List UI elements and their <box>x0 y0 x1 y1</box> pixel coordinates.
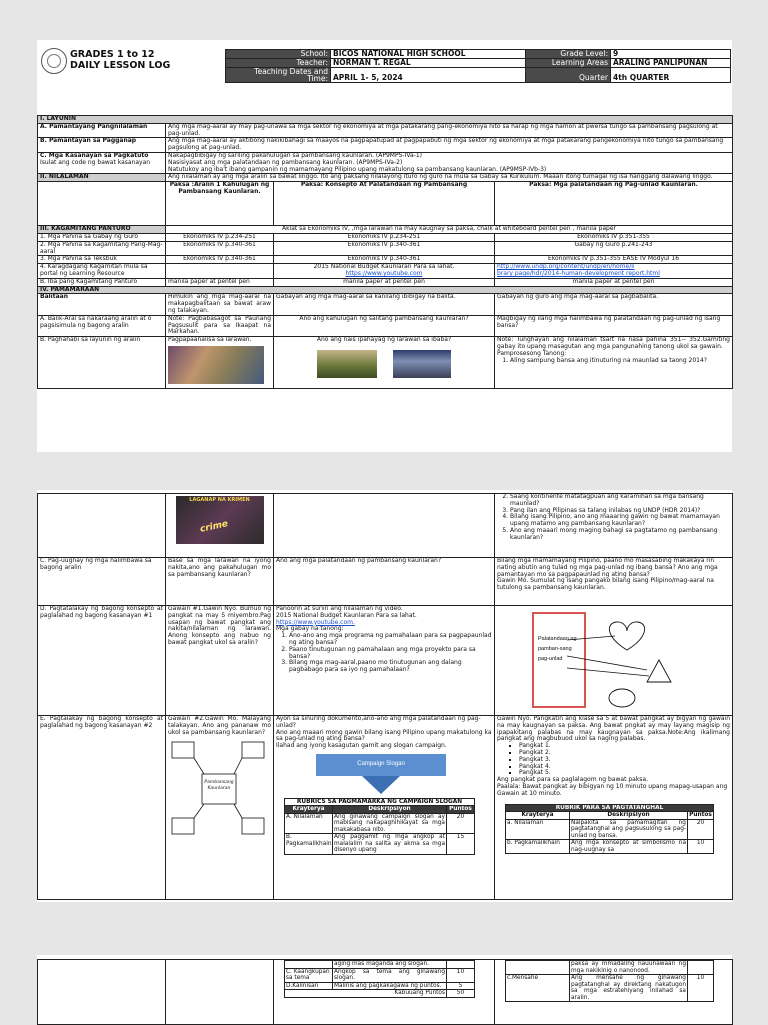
crime-top-text: LAGANAP NA KRIMEN <box>189 497 250 503</box>
tanong-1: 1. Aling sampung bansa ang itinuturing na maunlad sa taong 2014? <box>510 358 730 365</box>
rubric-pag-r3-d: Ang mensahe ng ginawang pagtatanghal ay direktang nakatugon sa mga estratehiyang inilahad sa aralin. <box>571 975 686 1001</box>
dates-label-2: Time: <box>307 74 328 83</box>
lesson-table-1 <box>37 115 733 389</box>
balitaan-1: Himukin ang mga mag-aaral na makapagbalitaan sa bawat araw ng talakayan. <box>166 294 274 315</box>
rubric-slogan-r3-d: Angkop sa tema ang ginawang slogan. <box>334 968 445 981</box>
header <box>37 45 732 85</box>
teksbuk-2: Ekonomiks IV p.340-361 <box>274 256 495 264</box>
tanong-2: 2. Saang kontinente matatagpuan ang karamihan sa mga bansang maunlad? <box>510 494 730 508</box>
map-line-2 <box>234 758 242 774</box>
city-image <box>393 350 451 378</box>
gawin-mo-text: Gawin Mo. Sumulat ng isang pangako bilang isang Pilipino/mag-aaral na tutulong sa pambansang kaunlaran. <box>497 577 714 592</box>
kasanayan-line-1: Nakapagbibigay ng sariling pakahulugan sa pambansang kaunlaran. (AP9MPS-IVa-1) <box>168 152 422 159</box>
crime-text: crime <box>198 519 229 535</box>
paksa-empty <box>38 182 166 226</box>
pagtalakay-q3: Ilahad ang iyong kasagutan gamit ang slogan campaign. <box>276 742 447 750</box>
rubric-slogan-h-desk: Deskripsiyon <box>333 806 447 814</box>
rubric-pag-r1-p: 20 <box>688 819 714 840</box>
paghahabi-1 <box>166 337 274 389</box>
header-info-table <box>225 49 731 83</box>
gawain-1: Gawain #1.Gawin Nyo. Bumuo ng pangkat na may 5 miyembro.Pag usapan ng bawat pangkat ang nakita/nilalaman ng larawan. Anong konsepto ang nabuo ng bawat pangkat ukol sa aralin? <box>166 606 274 716</box>
rubric-slogan-r1-d: Ang ginawang campaign slogan ay mabisang nakapaghihikayat sa mga makakabasa nito. <box>334 813 445 833</box>
rubric-slogan-r2-p-cont <box>447 961 475 969</box>
gabay-guro-1: Ekonomiks IV p.234-251 <box>166 233 274 241</box>
rubric-slogan-r4-d: Malinis ang pagkakagawa ng puntos. <box>333 982 447 990</box>
tanong-4: 4. Bilang isang Pilipino, ano ang maaaring gawin ng bawat mamamayan upang matamo ang pambansang kaunlaran? <box>510 514 730 528</box>
row-label-balitaan: Balitaan <box>38 294 166 315</box>
lesson-table-3 <box>37 959 733 1025</box>
iba-pang-2: manila paper at pentel pen <box>274 278 495 286</box>
row-label-karagdagang-kagamitan: 4. Karagdagang Kagamitan mula sa portal ng Learning Resource <box>38 264 166 279</box>
rubric-pag-h-desk: Deskripsiyon <box>570 812 688 820</box>
mag-aaral-1: Ekonomiks IV p.340-361 <box>166 241 274 256</box>
paalala-text: Paalala: Bawat pangkat ay bibigyan ng 10 minuto upang mapag-usapan ang Gawain at 10 minuto. <box>497 782 728 797</box>
gabay-guro-2: Ekonomiks IV p.234-251 <box>274 233 495 241</box>
rubric-slogan-cont <box>284 960 475 998</box>
rubric-slogan-table <box>284 798 475 855</box>
rubric-slogan-r1-k: A. Nilalaman <box>285 813 333 834</box>
gabay-tanong-3: 3. Bilang mga mag-aaral,paano mo tinutugunan ang dalang pagbabago para sa iyo ng pamahalaan? <box>289 660 492 674</box>
slogan-arrow-icon <box>362 776 400 794</box>
rubric-slogan-h-krit: Krayterya <box>285 806 333 814</box>
karagdagang-2 <box>274 264 495 279</box>
dates-label <box>226 68 331 83</box>
gabay-tanong: Mga gabay na tanong: <box>276 625 344 633</box>
rubric-pag-r2-p: 10 <box>688 840 714 854</box>
teksbuk-1: Ekonomiks IV p.340-361 <box>166 256 274 264</box>
pamantayan-sa-pagganap-text: Ang mga mag-aaral ay aktibong nakikibahagi sa maayos na pagpapatupad at pagpapabuti ng mga sektor ng ekonomiya at mga patakarang pangekonomiya nito tungo sa pambansang pagsulong at pag-unlad. <box>166 138 733 153</box>
balik-aral-3: Magbigay ng ilang mga halimbawa ng palatandaan ng pag-unlad ng isang bansa? <box>495 315 733 336</box>
grade-label: Grade Level: <box>526 50 611 59</box>
section-layunin: I. LAYUNIN <box>38 116 733 124</box>
note-text: Note: Tunghayan ang nilalaman tsart na nasa pahina 351-- 352.Gamiting gabay ito upang masagutan ang mga pangunahing tanong ukol sa gawain. <box>497 336 730 350</box>
rubric-slogan-r2-k-cont <box>285 961 333 969</box>
balik-aral-2: Ano ang kahulugan ng salitang pambansang kaunlaran? <box>274 315 495 336</box>
kasanayan-label: C. Mga Kasanayan sa Pagkatuto <box>40 152 149 159</box>
teksbuk-3: Ekonomiks IV p.351-355 EASE IV Modyul 16 <box>495 256 733 264</box>
rubric-slogan-title: RUBRICS SA PAGMAMARKA NG CAMPAIGN SLOGAN <box>285 798 475 806</box>
rubric-pag-r2-d: Ang mga konsepto at simbolismo na nag-uugnay sa <box>571 840 686 853</box>
page-3 <box>37 955 732 1024</box>
quarter-label: Quarter <box>526 68 611 83</box>
header-title <box>70 49 170 71</box>
map-line-4 <box>234 804 242 818</box>
p3-col4 <box>495 960 733 1025</box>
row-label-pagtalakay-2: E. Pagtalakay ng bagong konsepto at paglalahad ng bagong kasanayan #2 <box>38 716 166 900</box>
map-box-bl <box>172 818 194 834</box>
school-value: BICOS NATIONAL HIGH SCHOOL <box>331 50 526 59</box>
paksa-3: Paksa: Mga palatandaan ng Pag-unlad Kaunlaran. <box>495 182 733 226</box>
pangkat-2: ▪ Pangkat 2. <box>519 750 730 757</box>
gabay-guro-3: Ekonomiks IV p.351-355 <box>495 233 733 241</box>
karagdagang-3 <box>495 264 733 279</box>
p3-label <box>38 960 166 1025</box>
collage-image <box>168 346 264 384</box>
rubric-slogan-total-label: Kabuuang Puntos <box>285 990 447 998</box>
pagtalakay-2-gawain <box>495 716 733 900</box>
rubric-slogan-r2-d-cont: aging mas maganda ang slogan. <box>333 961 447 969</box>
rubric-slogan-r2-d: Ang paggamit ng mga angkop at malalalim na salita ay akma sa mga disenyo upang <box>334 834 445 854</box>
area-label: Learning Areas <box>526 59 611 68</box>
rubric-slogan-r3-k: C. Kaangkupan sa tema <box>285 968 333 982</box>
tanong-5: 5. Ano ang maaari mong maging bahagi sa pagtatamo ng pambansang kaunlaran? <box>510 528 730 542</box>
budget-title-2: 2015 National Budget Kaunlaran Para sa lahat. <box>276 611 417 619</box>
p3-col2 <box>166 960 274 1025</box>
pangkat-3: ▪ Pangkat 3. <box>519 757 730 764</box>
pagtalakay-q2: Ano ang maaari mong gawin bilang isang Pilipino upang makatulong ka sa pag-unlad ng ating bansa? <box>276 728 492 743</box>
pamprosesong-tanong: Pamprosesong Tanong: <box>497 349 567 357</box>
page-2 <box>37 490 732 902</box>
arrow-line <box>567 668 649 676</box>
rubric-slogan-r4-k: D.Kalinisan <box>285 982 333 990</box>
undp-link-2[interactable]: brary page/hdr/2014-human-development report.html <box>497 269 660 277</box>
quarter-value: 4th QUARTER <box>611 68 731 83</box>
paghahabi-3 <box>495 337 733 389</box>
row-label-pagtatalakay-1: D. Pagtatalakay ng bagong konsepto at paglalahad ng bagong kasanayan #1 <box>38 606 166 716</box>
deped-seal-icon <box>41 48 67 74</box>
rubric-pag-h-pts: Puntos <box>689 812 712 819</box>
kasanayan-sub: Isulat ang code ng bawat kasanayan <box>40 158 151 166</box>
page-1 <box>37 40 732 452</box>
rubric-pagtatanghal-table <box>505 804 714 855</box>
balitaan-2: Gabayan ang mga mag-aaral sa kanilang ibibigay na balita. <box>274 294 495 315</box>
lesson-table-2 <box>37 493 733 900</box>
row-label-pag-uugnay: C. Pag-uugnay ng mga halimbawa sa bagong aralin <box>38 558 166 606</box>
map-box-tl <box>172 742 194 758</box>
kasanayan-line-2: Nasisiyasat ang mga palatandaan ng pambansang kaunlaran. (AP9MPS-IVa-2) <box>168 158 403 166</box>
youtube-link[interactable]: https://www.youtube.com <box>345 269 423 277</box>
rubric-pag-r3-k: c.Mensahe <box>506 975 570 1002</box>
diagram-shapes <box>497 606 727 710</box>
paksa-2: Paksa: Konsepto At Palatandaan ng Pambansang <box>274 182 495 226</box>
rubric-pag-r1-k: a. Nilalaman <box>506 819 570 840</box>
rubric-slogan-r3-p: 10 <box>447 968 475 982</box>
rubric-slogan-h-pts: Puntos <box>447 806 475 814</box>
pangkat-1: ▪ Pangkat 1. <box>519 743 730 750</box>
diagram-cell <box>495 606 733 716</box>
pamantayang-pangnilalaman-text: Ang mga mag-aaral ay may pag-unawa sa mga sektor ng ekonomiya at mga patakarang pang-ekonomiya nito sa harap ng mga hamon at pwersa tungo sa pambansang pagsulong at pag-unlad. <box>166 123 733 138</box>
nilalaman-text: Ang nilalaman ay ang mga aralin sa bawat linggo. Ito ang paksang nilalayong ituro ng guro na mula sa Gabay sa Kurikulum. Maaari itong tumagal ng isa hanggang dalawang linggo. <box>166 174 733 182</box>
row-label-iba-pang-kagamitan: B. Iba pang Kagamitang Panturo <box>38 278 166 286</box>
gabay-tanong-1: 1. Ano-ano ang mga programa ng pamahalaan para sa pagpapaunlad ng ating bansa? <box>289 633 492 647</box>
row-label-kagamitang-mag-aaral: 2. Mga Pahina sa Kagamitang Pang-Mag-aaral <box>38 241 166 256</box>
row-label-teksbuk: 3. Mga Pahina sa Teksbuk <box>38 256 166 264</box>
row-label-balik-aral: A. Balik-Aral sa nakaraang aralin at o pagsisimula ng bagong aralin <box>38 315 166 336</box>
rubric-pag-r2-d-cont: paksa ay mmadaling nauunawaan ng mga nakikinig o nanonood. <box>571 961 686 974</box>
pag-uugnay-2: Ano ang mga palatandaan ng pambansang kaunlaran? <box>274 558 495 606</box>
palatandaan-box: Palatandaan ng pamban-sang pag-unlad <box>532 612 586 708</box>
circle-shape-icon <box>609 689 635 707</box>
p3-col3 <box>274 960 495 1025</box>
mag-aaral-2: Ekonomiks IV p.340-361 <box>274 241 495 256</box>
iba-pang-1: manila paper at pentel pen <box>166 278 274 286</box>
rubric-slogan-r2-k: B. Pagkamalikhain <box>285 834 333 855</box>
concept-map-center-text: Pambansang Kaunlaran <box>204 780 234 792</box>
map-box-br <box>242 818 264 834</box>
rubric-slogan-r1-p: 20 <box>447 813 475 834</box>
balitaan-3: Gabayan ng guro ang mga mag-aaral sa pagbabalita. <box>495 294 733 315</box>
arrow-to-triangle <box>567 656 647 670</box>
section-kagamitang-panturo: III. KAGAMITANG PANTURO <box>38 226 166 234</box>
rubric-slogan-r4-p: 5 <box>447 982 475 990</box>
paghahabi-2 <box>274 337 495 389</box>
pagtalakay-q1: Ayon sa sinuring dokumento,ano-ano ang mga palatandaan ng pag-unlad? <box>276 715 481 729</box>
row-label-kasanayan <box>38 152 166 173</box>
rubric-pagtatanghal-title: RUBRIK PARA SA PAGTATANGHAL <box>506 804 714 812</box>
paksa-1: Paksa :Aralin 1 Kahulugan ng Pambansang Kaunlaran. <box>166 182 274 226</box>
rubric-pag-r2-k-cont <box>506 961 570 975</box>
rubric-pagtatanghal-cont <box>505 960 714 1002</box>
section-nilalaman: II. NILALAMAN <box>38 174 166 182</box>
gawin-nyo-text: Gawin Nyo. Pangkatin ang klase sa 5 at bawat pangkat ay bigyan ng gawain na may kaugnayan sa paksa. Ang bawat pngkat ay may layang magisip ng ipapakitang palabas na may kaugnayan sa paksa.Note:Ang ikalimang pangkat ang magbubuod ukol sa naging palabas. <box>497 715 730 743</box>
rubric-pag-r1-d: Naipakita sa pamamagitan ng pagtatanghal ang pagsusulong sa pag-unlad ng bansa. <box>571 819 686 839</box>
map-box-tr <box>242 742 264 758</box>
section-pamamaraan: IV. PAMAMARAAN <box>38 286 733 294</box>
tanong-3: 3. Pang ilan ang Pilipinas sa talang inilabas ng UNDP (HDR 2014)? <box>510 508 730 515</box>
grade-value: 9 <box>611 50 731 59</box>
slogan-title: Campaign Slogan <box>316 754 446 776</box>
pagpapaanalisa-text: Pagpapaanalisa sa larawan. <box>168 336 252 344</box>
rubric-pag-r3-p: 10 <box>688 975 714 1002</box>
rubric-pag-h-krit: Krayterya <box>506 812 570 820</box>
panoorin-text: Panoorin at suriin ang nilalaman ng video. <box>276 605 403 612</box>
undp-link-1[interactable]: http://www.undp.org/content/undp/en/home/li <box>497 263 635 271</box>
crime-image-cell <box>166 494 274 558</box>
slogan-banner <box>316 754 446 796</box>
dll-title: DAILY LESSON LOG <box>70 60 171 71</box>
rubric-slogan-total: 50 <box>447 990 475 998</box>
teacher-value: NORMAN T. REGAL <box>331 59 526 68</box>
row-label-pamantayang-pangnilalaman: A. Pamantayang Pangnilalaman <box>38 123 166 138</box>
cont-mid <box>274 494 495 558</box>
gabay-tanong-2: 2. Paano tinutugunan ng pamahalaan ang mga proyekto para sa bansa? <box>289 647 492 661</box>
pag-uugnay-1: Base sa mga larawan na iyong nakita,ano ang pakahulugan mo sa pambansang kaunlaran? <box>166 558 274 606</box>
teacher-label: Teacher: <box>226 59 331 68</box>
arrow-to-heart <box>567 636 615 640</box>
pagtalakay-2-text <box>274 716 495 900</box>
budget-title: 2015 National Budget Kaunlaran Para sa lahat. <box>313 263 455 271</box>
paghahabi-question: Ano ang nais ipahayag ng larawan sa ibaba? <box>316 336 452 344</box>
iba-pang-3: manila paper at pentel pen <box>495 278 733 286</box>
pagtatalakay-1-text <box>274 606 495 716</box>
paglalagom-text: Ang pangkat para sa paglalagom ng bawat paksa. <box>497 776 649 784</box>
row-label-paghahabi: B. Paghahabi sa layunin ng aralin <box>38 337 166 389</box>
rubric-slogan-r2-p: 15 <box>447 834 475 855</box>
cont-questions <box>495 494 733 558</box>
pag-uugnay-text: Bilang mga mamamayang Pilipino, paano mo masasabing makakaya rin nating abutin ang tulad ng mga pag-unlad ng ibang bansa? Ano ang mga pamantayan mo sa pagpapaunlad ng ating bansa? <box>497 557 718 578</box>
school-label: School: <box>226 50 331 59</box>
pangkat-5: ▪ Pangkat 5. <box>519 770 730 777</box>
row-label-gabay-guro: 1. Mga Pahina sa Gabay ng Guro <box>38 233 166 241</box>
cont-label <box>38 494 166 558</box>
kasanayan-line-3: Natutukoy ang iba't ibang gampanin ng mamamayang Pilipino upang makatulong sa pambansang kaunlaran. (AP9MSP-IVb-3) <box>168 165 547 173</box>
map-line-3 <box>194 804 204 818</box>
grades-title: GRADES 1 to 12 <box>70 49 155 60</box>
pangkat-4: ▪ Pangkat 4. <box>519 764 730 771</box>
row-label-pamantayan-sa-pagganap: B. Pamantayan sa Pagganap <box>38 138 166 153</box>
map-line-1 <box>194 758 204 774</box>
area-value: ARALING PANLIPUNAN <box>611 59 731 68</box>
dates-value: APRIL 1- 5, 2024 <box>331 68 526 83</box>
palatandaan-diagram <box>497 606 727 710</box>
mag-aaral-3: Gabay ng Guro p.241-243 <box>495 241 733 256</box>
gawain-2: Gawain #2.Gawin Mo. Malayang talakayan. Ano ang pananaw mo ukol sa pambansang kaunlaran? <box>168 715 271 736</box>
gawain-2-cell <box>166 716 274 900</box>
balik-aral-1: Note: Pagbabasagot sa Paunang Pagsusulit para sa Ikaapat na Markahan. <box>166 315 274 336</box>
pag-uugnay-3 <box>495 558 733 606</box>
kasanayan-text <box>166 152 733 173</box>
dates-label-1: Teaching Dates and <box>254 67 328 76</box>
crime-image <box>176 496 264 544</box>
youtube-link-2[interactable]: https://www.youtube.com. <box>276 618 355 626</box>
rubric-pag-r2-p-cont <box>688 961 714 975</box>
karagdagang-1 <box>166 264 274 279</box>
kagamitang-panturo-text: Aklat sa Ekonomiks IV, ,mga larawan na may kaugnay sa paksa, chalk at whiteboard pentel pen , manila paper <box>166 226 733 234</box>
farm-image <box>317 350 377 378</box>
rubric-pag-r2-k: b. Pagkamalikhain <box>506 840 570 854</box>
concept-map <box>168 740 272 840</box>
triangle-shape-icon <box>647 660 671 682</box>
